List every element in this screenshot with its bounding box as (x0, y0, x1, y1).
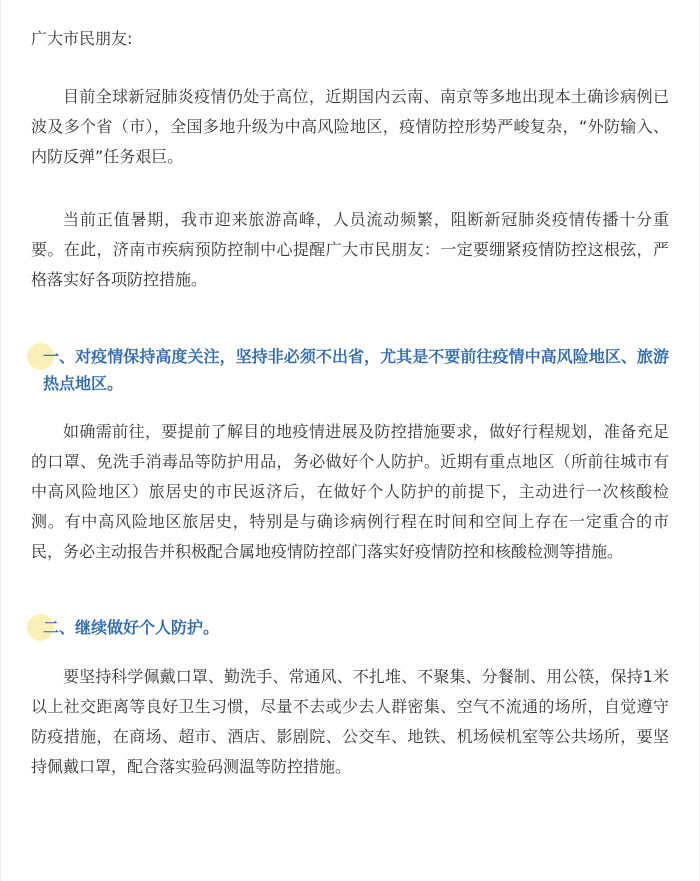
reminder-paragraph: 当前正值暑期，我市迎来旅游高峰，人员流动频繁，阻断新冠肺炎疫情传播十分重要。在此，济南市疾病预防控制中心提醒广大市民朋友：一定要绷紧疫情防控这根弦，严格落实好各项防控措施。 (31, 210, 669, 289)
greeting: 广大市民朋友: (31, 29, 133, 48)
section-heading-2-text: 二、继续做好个人防护。 (43, 618, 220, 637)
section-heading-2 (31, 614, 669, 641)
section-heading-1 (31, 343, 669, 397)
section-body-2: 要坚持科学佩戴口罩、勤洗手、常通风、不扎堆、不聚集、分餐制、用公筷，保持1米以上社交距离等良好卫生习惯，尽量不去或少去人群密集、空气不流通的场所，自觉遵守防疫措施，在商场、超市、酒店、影剧院、公交车、地铁、机场候机室等公共场所，要坚持佩戴口罩，配合落实验码测温等防控措施。 (31, 667, 669, 776)
section-body-1: 如确需前往，要提前了解目的地疫情进展及防控措施要求，做好行程规划，准备充足的口罩、免洗手消毒品等防护用品，务必做好个人防护。近期有重点地区（所前往城市有中高风险地区）旅居史的市民返济后，在做好个人防护的前提下，主动进行一次核酸检测。有中高风险地区旅居史，特别是与确诊病例行程在时间和空间上存在一定重合的市民，务必主动报告并积极配合属地疫情防控部门落实好疫情防控和核酸检测等措施。 (31, 422, 669, 561)
intro-paragraph: 目前全球新冠肺炎疫情仍处于高位，近期国内云南、南京等多地出现本土确诊病例已波及多个省（市），全国多地升级为中高风险地区，疫情防控形势严峻复杂，“外防输入、内防反弹”任务艰巨。 (31, 87, 669, 166)
section-heading-1-text: 一、对疫情保持高度关注，坚持非必须不出省，尤其是不要前往疫情中高风险地区、旅游热点地区。 (43, 347, 669, 393)
